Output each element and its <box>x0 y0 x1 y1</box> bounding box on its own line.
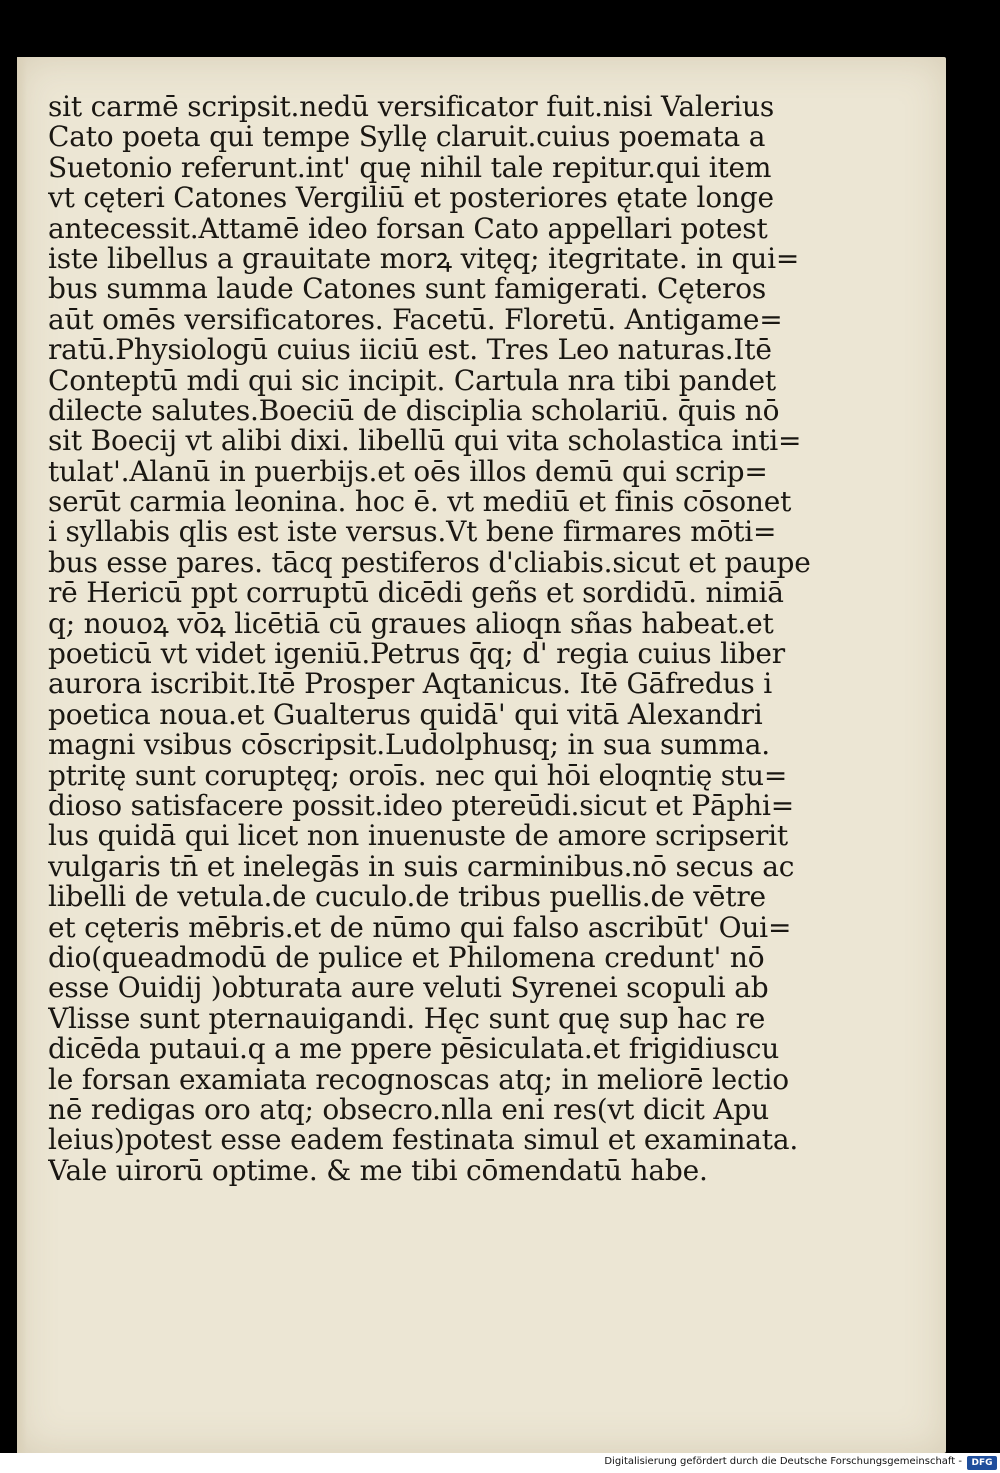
text-line: serūt carmia leonina. hoc ē. vt mediū et finis cōsonet <box>48 487 792 518</box>
text-line: et cęteris mēbris.et de nūmo qui falso ascribūt' Oui= <box>48 912 792 943</box>
text-line: Suetonio referunt.int' quę nihil tale repitur.qui item <box>48 152 772 184</box>
text-line: aūt omēs versificatores. Facetū. Floretū. Antigame= <box>48 304 783 336</box>
text-line: ratū.Physiologū cuius iiciū est. Tres Leo naturas.Itē <box>48 335 772 366</box>
text-line: ptritę sunt coruptęq; oroīs. nec qui hōi eloqntię stu= <box>48 760 788 791</box>
text-line: Vale uirorū optime. & me tibi cōmendatū habe. <box>48 1155 708 1187</box>
text-line: tulat'.Alanū in puerbijs.et oēs illos demū qui scrip= <box>48 456 768 488</box>
text-line: poeticū vt videt igeniū.Petrus q̄q; d' regia cuius liber <box>48 639 785 670</box>
text-line: dio(queadmodū de pulice et Philomena credunt' nō <box>48 942 765 974</box>
text-line: i syllabis qlis est iste versus.Vt bene firmares mōti= <box>48 517 777 548</box>
text-line: Cato poeta qui tempe Syllę claruit.cuius poemata a <box>48 122 766 153</box>
text-line: aurora iscribit.Itē Prosper Aqtanicus. Itē Gāfredus i <box>48 669 773 700</box>
text-line: leius)potest esse eadem festinata simul et examinata. <box>48 1125 799 1156</box>
text-line: antecessit.Attamē ideo forsan Cato appellari potest <box>48 213 768 244</box>
text-line: bus summa laude Catones sunt famigerati. Cęteros <box>48 274 767 305</box>
text-line: sit carmē scripsit.nedū versificator fuit.nisi Valerius <box>48 92 775 123</box>
dfg-logo-icon: DFG <box>967 1456 997 1470</box>
text-line: nē redigas oro atq; obsecro.nlla eni res(vt dicit Apu <box>48 1094 769 1126</box>
text-line: Conteptū mdi qui sic incipit. Cartula nra tibi pandet <box>48 365 776 396</box>
text-line: vulgaris tn̄ et inelegās in suis carminibus.nō secus ac <box>48 851 795 883</box>
text-line: magni vsibus cōscripsit.Ludolphusq; in sua summa. <box>48 730 770 761</box>
page-gutter-shadow <box>17 57 27 1453</box>
text-line: iste libellus a grauitate morꝝ vitęq; itegritate. in qui= <box>48 243 800 275</box>
text-line: dioso satisfacere possit.ideo ptereūdi.sicut et Pāphi= <box>48 790 795 822</box>
text-line: dilecte salutes.Boeciū de disciplia scholariū. q̄uis nō <box>48 395 780 427</box>
text-line: q; nouoꝝ vōꝝ licētiā cū graues alioqn sñas habeat.et <box>48 608 774 640</box>
text-line: libelli de vetula.de cuculo.de tribus puellis.de vētre <box>48 882 766 913</box>
text-line: Vlisse sunt pternauigandi. Hęc sunt quę sup hac re <box>48 1003 766 1035</box>
text-line: esse Ouidij )obturata aure veluti Syrenei scopuli ab <box>48 973 769 1004</box>
text-line: lus quidā qui licet non inuenuste de amore scripserit <box>48 821 788 852</box>
funding-notice: Digitalisierung gefördert durch die Deutsche Forschungsgemeinschaft - <box>604 1456 962 1467</box>
text-line: dicēda putaui.q a me ppere pēsiculata.et frigidiuscu <box>48 1034 780 1065</box>
text-line: sit Boecij vt alibi dixi. libellū qui vita scholastica inti= <box>48 426 802 457</box>
footer-bar <box>0 1453 1000 1473</box>
text-line: vt cęteri Catones Vergiliū et posteriores ętate longe <box>48 183 774 214</box>
text-line: le forsan examiata recognoscas atq; in meliorē lectio <box>48 1064 789 1095</box>
text-line: rē Hericū ppt corruptū dicēdi geñs et sordidū. nimiā <box>48 578 784 609</box>
text-line: bus esse pares. tācq pestiferos d'cliabis.sicut et paupe <box>48 547 811 579</box>
page-text-block <box>48 92 868 1186</box>
text-line: poetica noua.et Gualterus quidā' qui vitā Alexandri <box>48 699 763 731</box>
